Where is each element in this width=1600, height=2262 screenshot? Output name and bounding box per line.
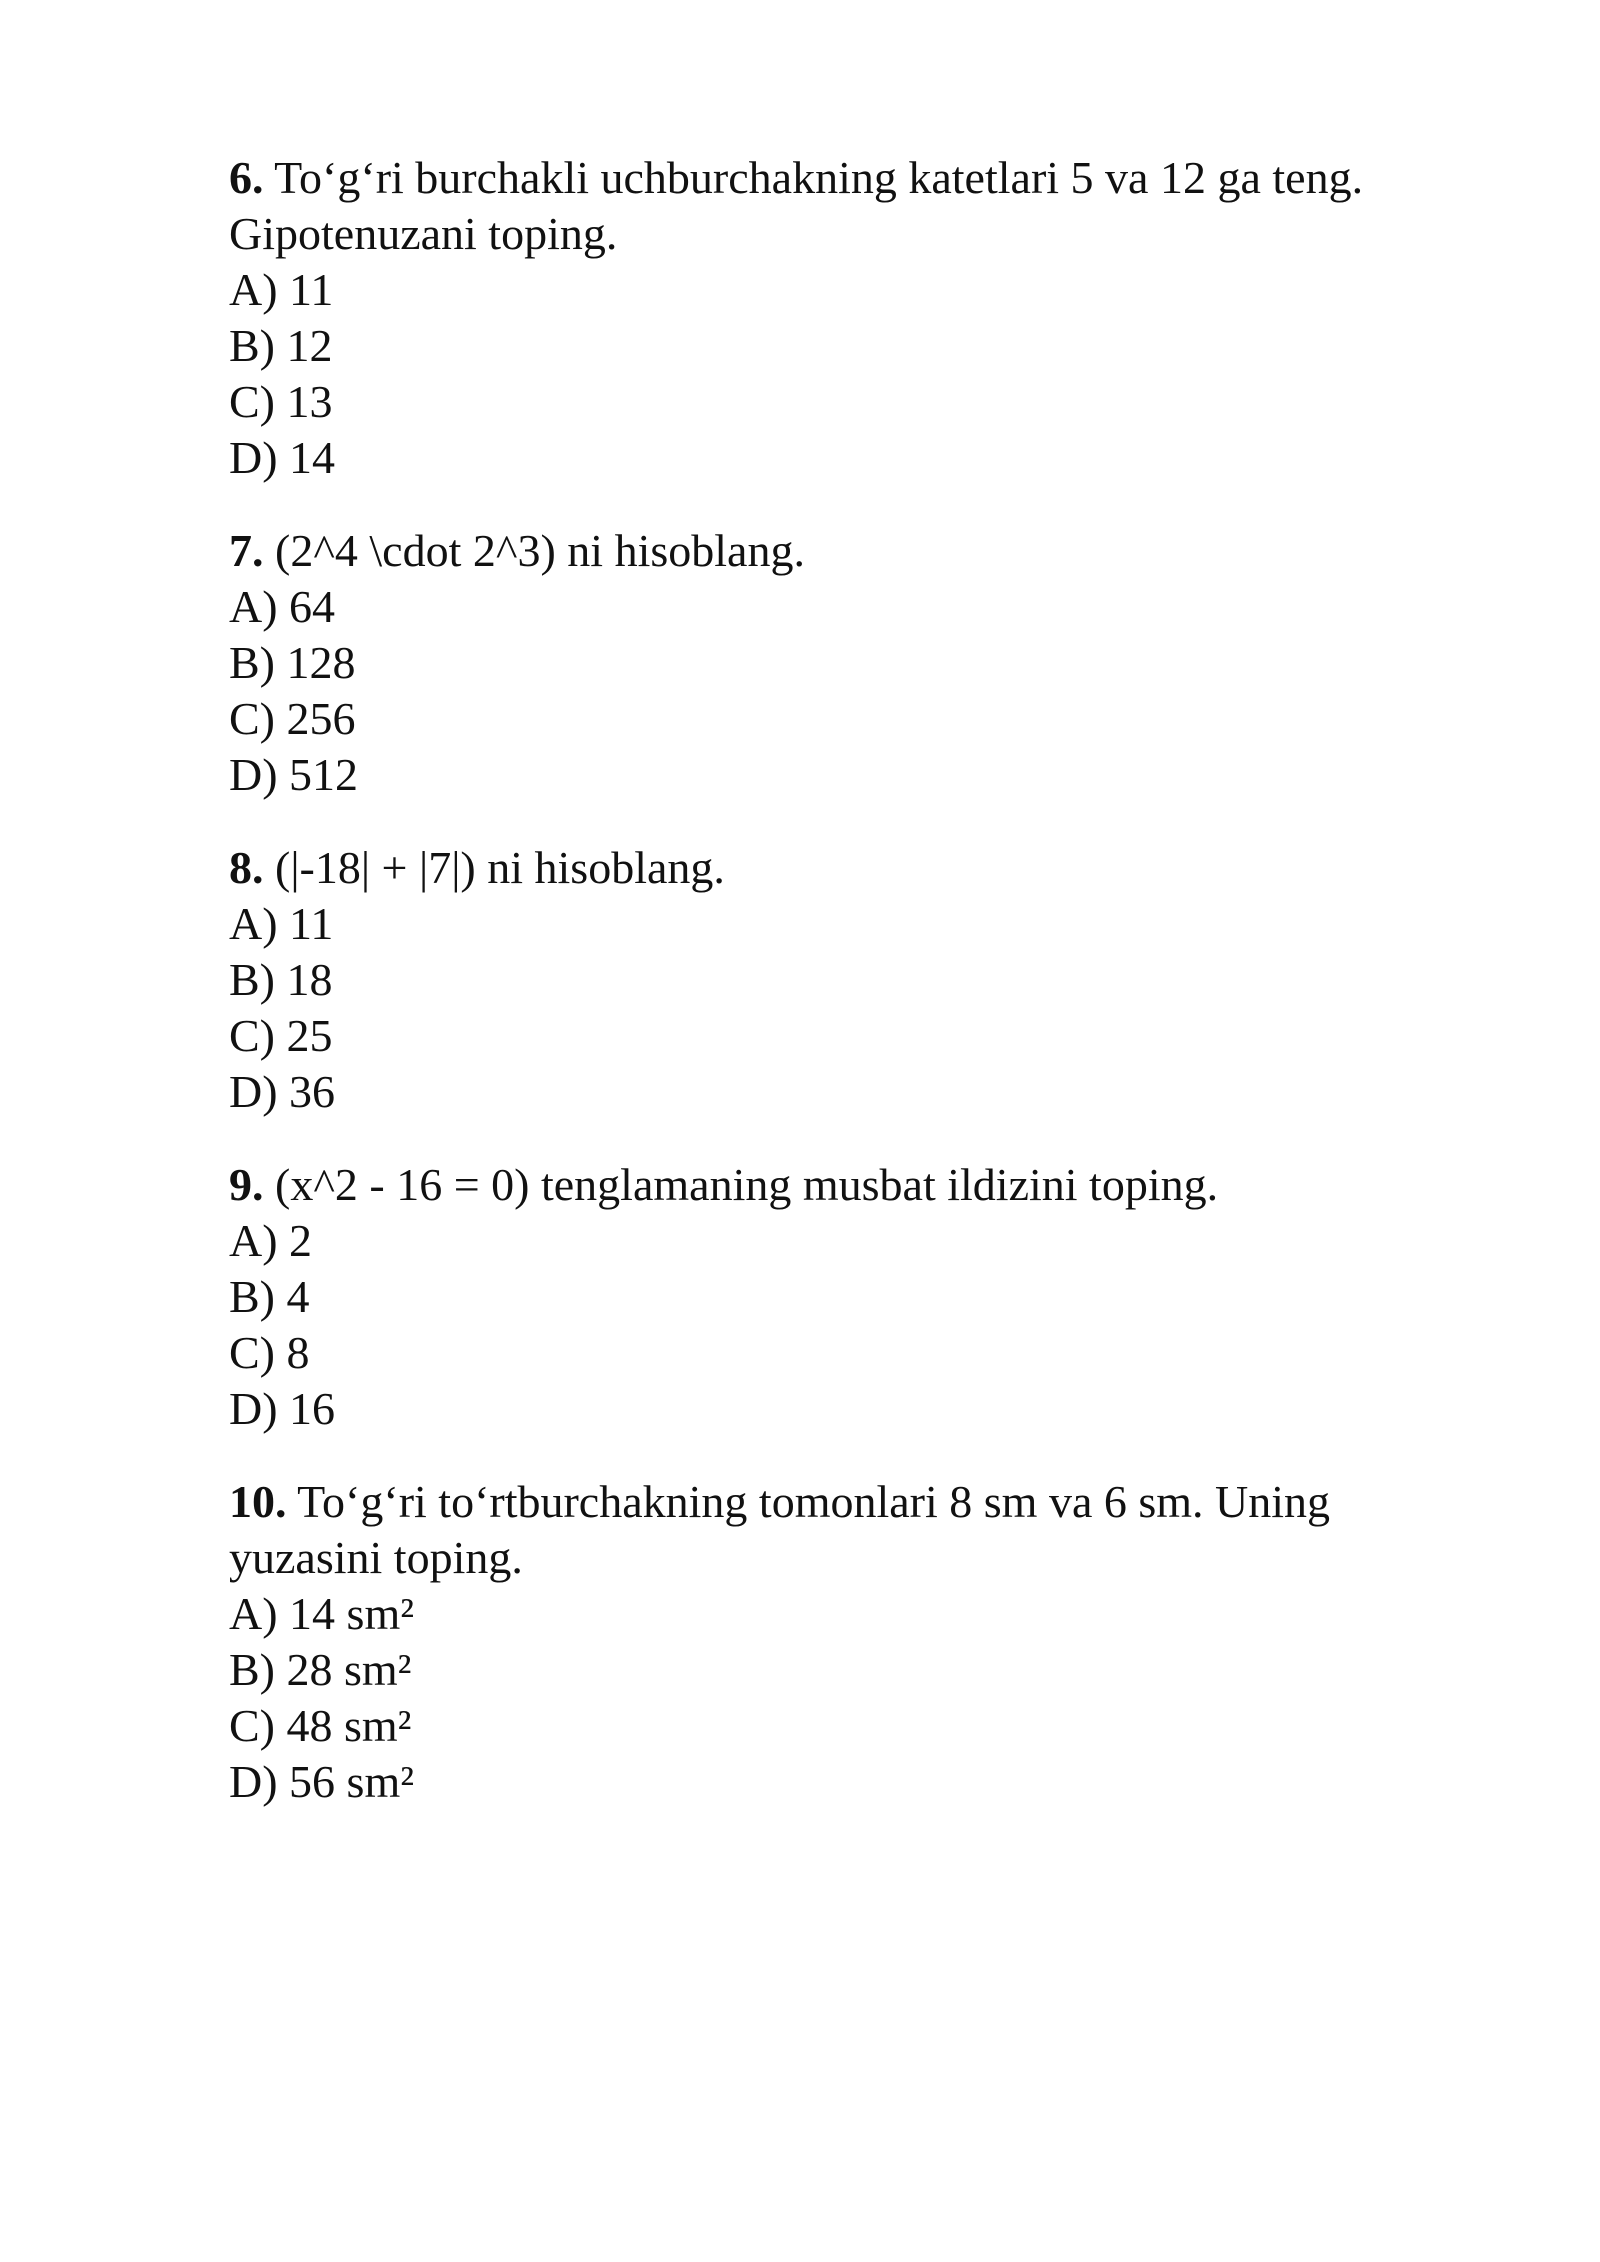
option-b: B) 18 xyxy=(229,954,333,1005)
question-number: 10. xyxy=(229,1476,287,1527)
option-c: C) 256 xyxy=(229,693,356,744)
option-b: B) 12 xyxy=(229,320,333,371)
option-b: B) 4 xyxy=(229,1271,310,1322)
question-text: (x^2 - 16 = 0) tenglamaning musbat ildizini toping. xyxy=(275,1159,1219,1210)
question-6 xyxy=(229,150,1459,486)
question-10 xyxy=(229,1474,1459,1810)
option-d: D) 14 xyxy=(229,432,336,483)
question-7 xyxy=(229,523,1459,803)
option-a: A) 14 sm² xyxy=(229,1588,415,1639)
option-b: B) 28 sm² xyxy=(229,1644,412,1695)
option-c: C) 48 sm² xyxy=(229,1700,412,1751)
question-text: To‘g‘ri burchakli uchburchakning katetlari 5 va 12 ga teng. Gipotenuzani toping. xyxy=(229,152,1364,259)
question-number: 9. xyxy=(229,1159,264,1210)
question-text: (2^4 \cdot 2^3) ni hisoblang. xyxy=(275,525,805,576)
question-stem xyxy=(229,1157,1459,1213)
question-number: 6. xyxy=(229,152,264,203)
question-number: 8. xyxy=(229,842,264,893)
option-d: D) 512 xyxy=(229,749,359,800)
option-c: C) 25 xyxy=(229,1010,333,1061)
question-8 xyxy=(229,840,1459,1120)
question-stem xyxy=(229,1474,1459,1586)
option-a: A) 64 xyxy=(229,581,336,632)
option-a: A) 11 xyxy=(229,898,334,949)
question-number: 7. xyxy=(229,525,264,576)
option-b: B) 128 xyxy=(229,637,356,688)
question-stem xyxy=(229,840,1459,896)
option-d: D) 16 xyxy=(229,1383,336,1434)
option-a: A) 11 xyxy=(229,264,334,315)
question-text: To‘g‘ri to‘rtburchakning tomonlari 8 sm va 6 sm. Uning yuzasini toping. xyxy=(229,1476,1331,1583)
option-c: C) 13 xyxy=(229,376,333,427)
question-stem xyxy=(229,150,1459,262)
option-d: D) 56 sm² xyxy=(229,1756,415,1807)
question-9 xyxy=(229,1157,1459,1437)
question-stem xyxy=(229,523,1459,579)
option-a: A) 2 xyxy=(229,1215,313,1266)
option-c: C) 8 xyxy=(229,1327,310,1378)
question-text: (|-18| + |7|) ni hisoblang. xyxy=(275,842,725,893)
document-page xyxy=(229,150,1459,1847)
option-d: D) 36 xyxy=(229,1066,336,1117)
